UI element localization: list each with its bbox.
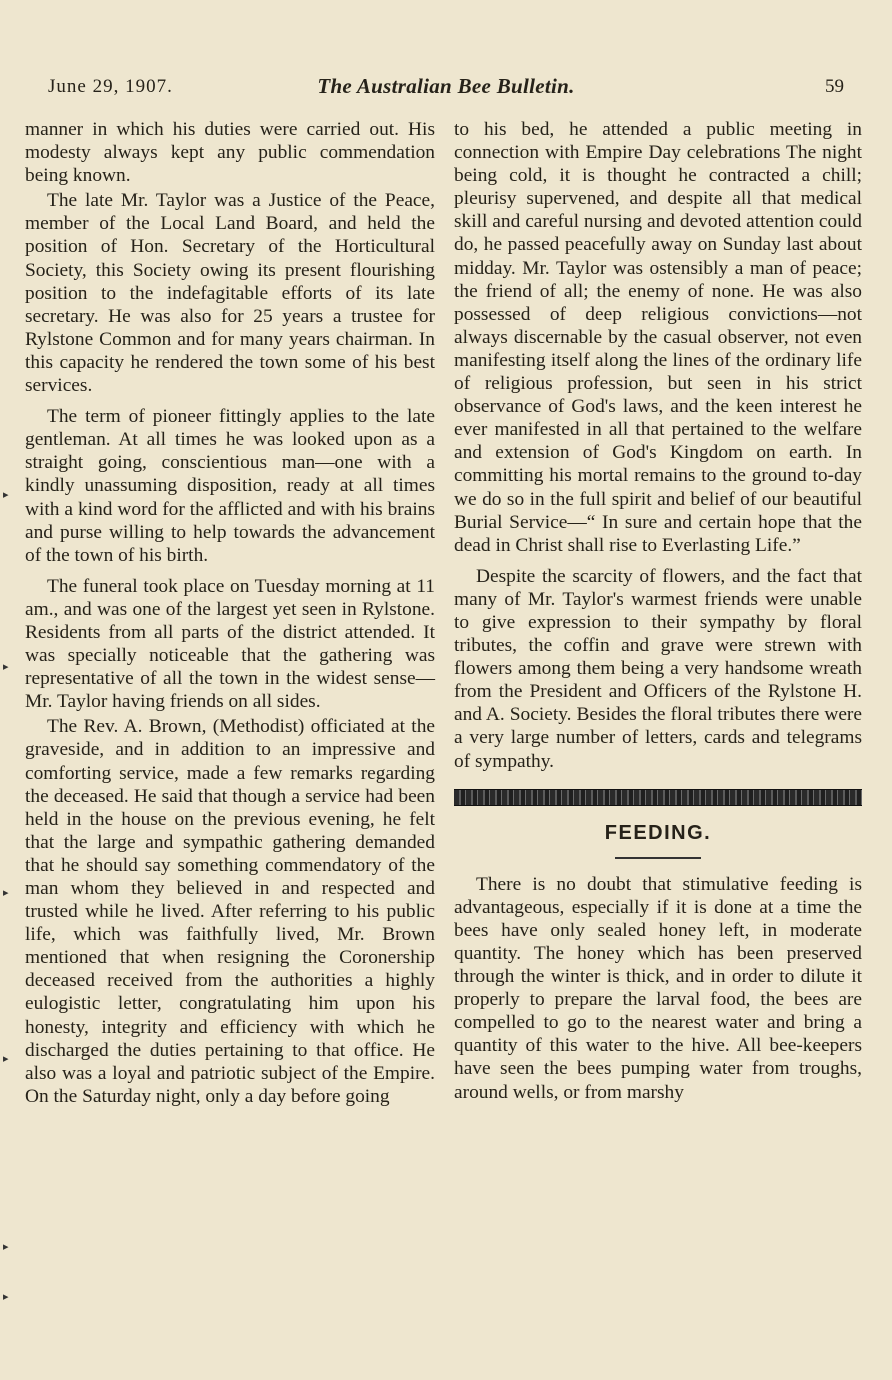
page-header <box>48 74 844 104</box>
paragraph: to his bed, he attended a public meeting in connection with Empire Day celebrations The night being cold, it is thought he contracted a chill; pleurisy supervened, and despite all that medical skill and careful nursing and devoted attention could do, he passed peacefully away on Sunday last about midday. Mr. Taylor was ostensibly a man of peace; the friend of all; the enemy of none. He was also possessed of deep religious convictions—not always discernable by the casual observer, not even manifesting itself along the lines of the ordinary life of religious profession, but seen in his strict observance of God's laws, and the keen interest he ever manifested in all that pertained to the welfare and extension of God's Kingdom on earth. In committing his mortal remains to the ground to-day we do so in the full spirit and belief of our beautiful Burial Service—“ In sure and certain hope that the dead in Christ shall rise to Everlasting Life.” <box>454 119 862 556</box>
section-title: FEEDING. <box>604 821 712 844</box>
paragraph: The Rev. A. Brown, (Methodist) officiated at the graveside, and in addition to an impressive and comforting service, made a few remarks regarding the deceased. He said that though a service had been held in the house on the previous evening, he felt that the large and sympathic gathering demanded that he should say something commendatory of the man whom they believed in and respected and trusted while he lived. After referring to his public life, which was faithfully lived, Mr. Brown mentioned that when resigning the Coronership deceased received from the authorities a highly eulogistic letter, congratulating him upon his honesty, integrity and efficiency with which he discharged the duties pertaining to that office. He also was a loyal and patriotic subject of the Empire. On the Saturday night, only a day before going <box>25 716 435 1107</box>
margin-mark: ▸ <box>3 661 9 673</box>
title-underline <box>615 857 701 859</box>
paragraph: There is no doubt that stimulative feeding is advantageous, especially if it is done at a time the bees have only sealed honey left, in moderate quantity. The honey which has been preserved through the winter is thick, and in order to dilute it properly to prepare the larval food, the bees are compelled to go to the nearest water and bring a quantity of this water to the hive. All bee-keepers have seen the bees pumping water from troughs, around wells, or from marshy <box>454 873 862 1103</box>
journal-title: The Australian Bee Bulletin. <box>317 74 575 98</box>
margin-mark: ▸ <box>3 1053 9 1065</box>
margin-mark: ▸ <box>3 1241 9 1253</box>
page-number: 59 <box>825 76 844 97</box>
decorative-divider <box>454 789 862 806</box>
paragraph: The term of pioneer fittingly applies to the late gentleman. At all times he was looked upon as a straight going, conscientious man—one with a kindly unassuming disposition, ready at all times with a kind word for the afflicted and with his brains and purse willing to help towards the advancement of the town of his birth. <box>25 406 435 566</box>
paragraph: Despite the scarcity of flowers, and the fact that many of Mr. Taylor's warmest friends were unable to give expression to their sympathy by floral tributes, the coffin and grave were strewn with flowers among them being a very handsome wreath from the President and Officers of the Rylstone H. and A. Society. Besides the floral tributes there were a very large number of letters, cards and telegrams of sympathy. <box>454 565 862 772</box>
paragraph: manner in which his duties were carried out. His modesty always kept any public commendation being known. <box>25 119 435 187</box>
paragraph: The late Mr. Taylor was a Justice of the Peace, member of the Local Land Board, and held the position of Hon. Secretary of the Horticultural Society, this Society owing its present flourishing position to the indefagitable efforts of its late secretary. He was also for 25 years a trustee for Rylstone Common and for many years chairman. In this capacity he rendered the town some of his best services. <box>25 190 435 397</box>
margin-mark: ▸ <box>3 887 9 899</box>
margin-mark: ▸ <box>3 489 9 501</box>
margin-mark: ▸ <box>3 1291 9 1303</box>
paragraph: The funeral took place on Tuesday morning at 11 am., and was one of the largest yet seen in Rylstone. Residents from all parts of the district attended. It was specially noticeable that the gathering was representative of all the town in the widest sense—Mr. Taylor having friends on all sides. <box>25 575 435 713</box>
right-column <box>454 118 862 1104</box>
issue-date: June 29, 1907. <box>48 76 173 97</box>
left-column <box>25 118 435 1108</box>
